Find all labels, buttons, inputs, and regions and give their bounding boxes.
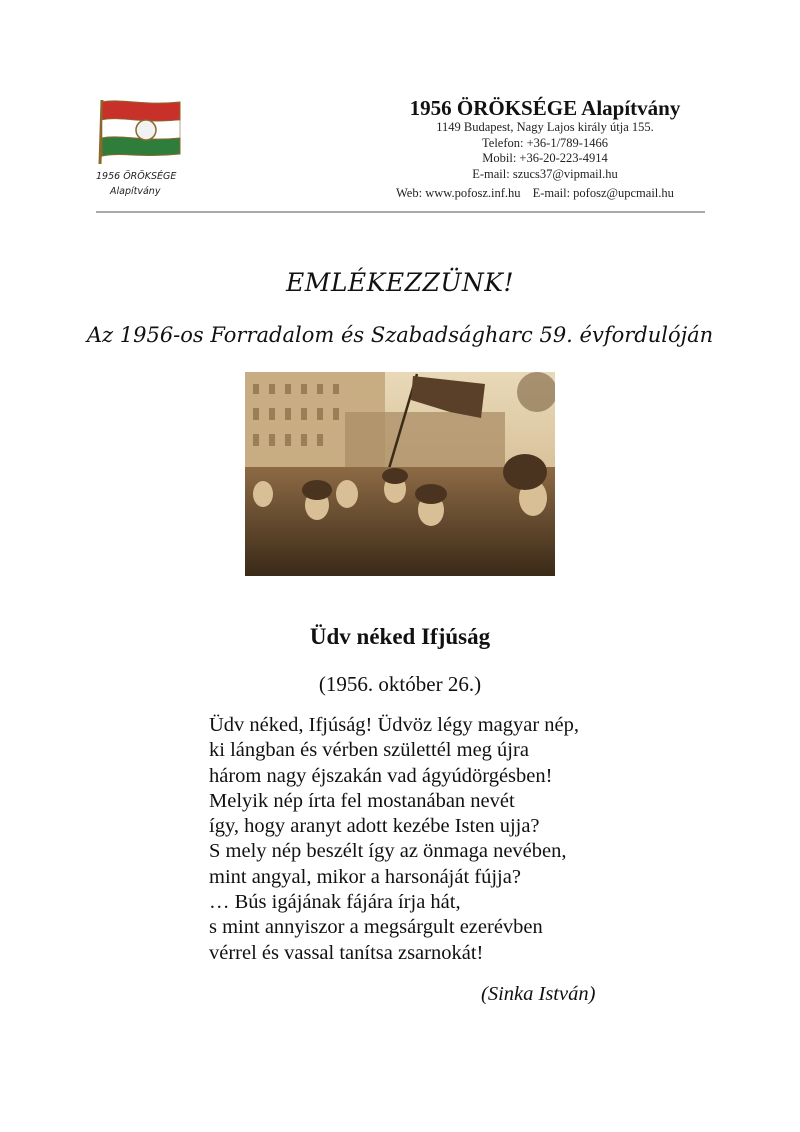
logo-caption-line1: 1956 ÖRÖKSÉGE bbox=[96, 171, 177, 182]
email-link[interactable]: E-mail: pofosz@upcmail.hu bbox=[532, 186, 674, 200]
mobile: Mobil: +36-20-223-4914 bbox=[482, 151, 608, 165]
poem-line: S mely nép beszélt így az önmaga nevében, bbox=[209, 840, 567, 863]
poem-line: vérrel és vassal tanítsa zsarnokát! bbox=[209, 941, 484, 964]
poem-line: így, hogy aranyt adott kezébe Isten ujja? bbox=[209, 815, 540, 838]
address: 1149 Budapest, Nagy Lajos király útja 155. bbox=[436, 120, 654, 134]
page-title: EMLÉKEZZÜNK! bbox=[285, 268, 515, 297]
web-email-line bbox=[396, 186, 674, 201]
crowd-photo-image bbox=[245, 372, 555, 576]
organization-name: 1956 ÖRÖKSÉGE Alapítvány bbox=[409, 96, 681, 120]
logo-caption-line2: Alapítvány bbox=[110, 186, 161, 197]
organization-contact-block bbox=[380, 96, 710, 182]
poem-date: (1956. október 26.) bbox=[318, 672, 482, 696]
poem-author: (Sinka István) bbox=[481, 983, 596, 1005]
poem-title: Üdv néked Ifjúság bbox=[309, 624, 491, 649]
poem-line: mint angyal, mikor a harsonáját fújja? bbox=[209, 865, 521, 888]
page-subtitle: Az 1956-os Forradalom és Szabadságharc 59. évfordulóján bbox=[86, 323, 714, 347]
email: E-mail: szucs37@vipmail.hu bbox=[472, 166, 618, 181]
poem-line: Melyik nép írta fel mostanában nevét bbox=[209, 789, 515, 812]
website-link[interactable]: Web: www.pofosz.inf.hu bbox=[396, 186, 521, 200]
poem-line: Üdv néked, Ifjúság! Üdvöz légy magyar nép, bbox=[209, 714, 580, 736]
poem-line: s mint annyiszor a megsárgult ezerévben bbox=[209, 916, 543, 939]
hungarian-flag-pin-icon bbox=[96, 96, 186, 168]
foundation-logo bbox=[96, 96, 186, 168]
phone: Telefon: +36-1/789-1466 bbox=[482, 135, 608, 150]
poem-body bbox=[209, 713, 579, 966]
poem-line: … Bús igájának fájára írja hát, bbox=[209, 891, 461, 914]
poem-line: ki lángban és vérben születtél meg újra bbox=[209, 739, 529, 762]
poem-line: három nagy éjszakán vad ágyúdörgésben! bbox=[209, 764, 553, 787]
header-divider bbox=[96, 211, 705, 213]
historic-photo bbox=[245, 372, 555, 576]
